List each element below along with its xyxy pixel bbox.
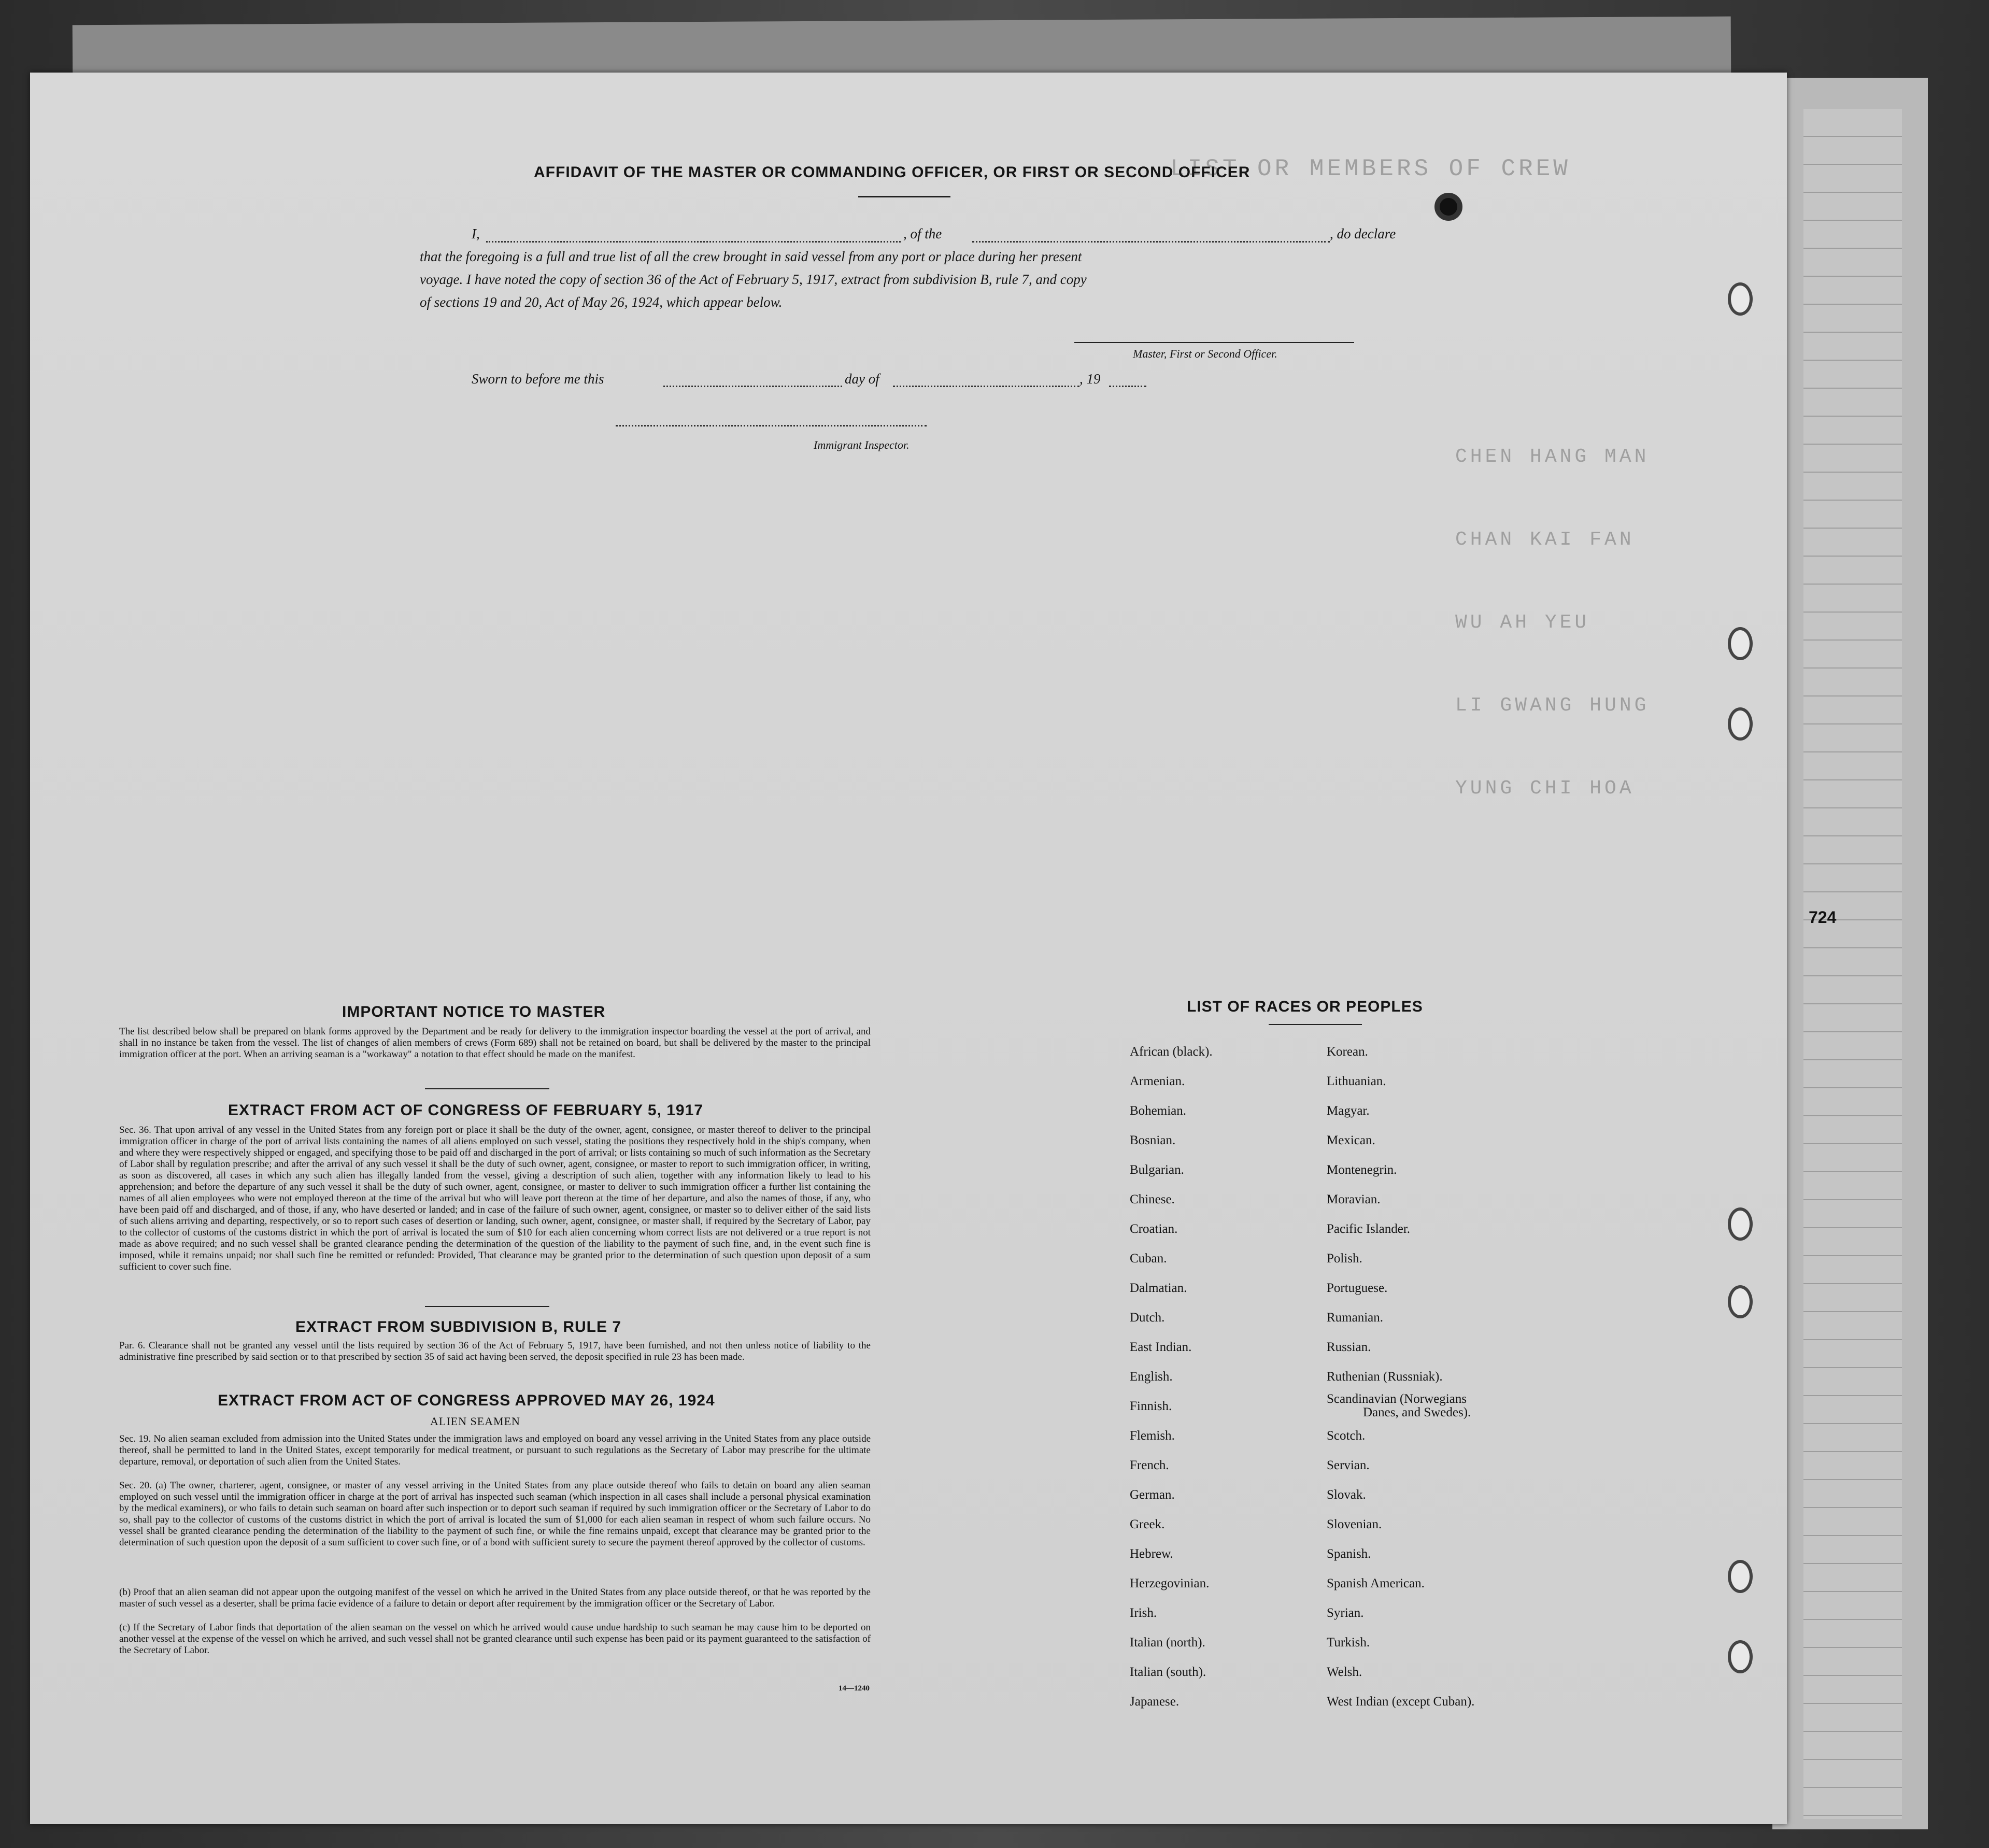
name-blank	[486, 241, 901, 243]
race-item: Scandinavian (Norwegians	[1327, 1392, 1467, 1406]
race-item: Syrian.	[1327, 1606, 1364, 1620]
inspector-signature-label: Immigrant Inspector.	[814, 438, 910, 451]
form-number: 14—1240	[839, 1684, 870, 1693]
binder-hole-icon	[1728, 1640, 1753, 1673]
rule7-body: Par. 6. Clearance shall not be granted any vessel until the lists required by section 36 of the Act of February 5, 1917, have been furnished, and not then unless notice of liability to the administrative fine prescribed by said section or to that prescribed by section 35 of said act having been served, the deposit specified in rule 23 has been made.	[119, 1340, 871, 1362]
sworn-label: Sworn to before me this	[472, 371, 604, 387]
binder-hole-icon	[1728, 282, 1753, 316]
sec20a-body: Sec. 20. (a) The owner, charterer, agent, consignee, or master of any vessel arriving in the United States from any place outside thereof who fails to detain on board any alien seaman employed on such vessel until the immigration officer in charge at the port of arrival has inspected such seaman (which inspection in all cases shall include a personal physical examination by the medical examiners), or who fails to detain such seaman on board after such inspection or to deport such seaman if required by such immigration officer or the Secretary of Labor to do so, shall pay to the collector of customs of the customs district in which the port of arrival is located the sum of $1,000 for each alien seaman in respect of whom such failure occurs. No vessel shall be granted clearance pending the determination of the liability to the payment of such fine, or while the fine remains unpaid, except that clearance may be granted prior to the determination of such question upon the deposit of a sum sufficient to cover such fine, or of a bond with sufficient surety to secure the payment thereof approved by the collector of customs.	[119, 1480, 871, 1548]
race-item: German.	[1130, 1488, 1175, 1502]
race-item: Polish.	[1327, 1252, 1362, 1266]
affidavit-do-declare: , do declare	[1330, 226, 1396, 241]
race-item: Croatian.	[1130, 1222, 1178, 1236]
divider	[858, 196, 950, 197]
binder-hole-icon	[1728, 1285, 1753, 1318]
rule7-title: EXTRACT FROM SUBDIVISION B, RULE 7	[295, 1318, 622, 1335]
manifest-back-page	[30, 73, 1787, 1824]
race-item: Servian.	[1327, 1458, 1370, 1472]
year-label: , 19	[1079, 371, 1101, 387]
race-item: Portuguese.	[1327, 1281, 1388, 1295]
bleed-through-text: WU AH YEU	[1455, 612, 1590, 634]
sworn-day-blank	[663, 386, 842, 387]
notice-body: The list described below shall be prepared on blank forms approved by the Department and be ready for delivery to the immigration inspector boarding the vessel at the port of arrival, and shall in no instance be taken from the vessel. The list of changes of alien members of crews (Form 689) shall not be retained on board, but shall be delivered by the master to the principal immigration officer at the port. When an arriving seaman is a "workaway" a notation to that effect should be made on the manifest.	[119, 1026, 871, 1060]
race-item: Mexican.	[1327, 1133, 1375, 1147]
sec20c-body: (c) If the Secretary of Labor finds that deportation of the alien seaman on the vessel on which he arrived would cause undue hardship to such seaman he may cause him to be deported on another vessel at the expense of the vessel on which he arrived, and such vessel shall not be granted clearance until such expense has been paid or its payment guaranteed to the satisfaction of the Secretary of Labor.	[119, 1622, 871, 1656]
race-item: Italian (south).	[1130, 1665, 1206, 1679]
affidavit-title: AFFIDAVIT OF THE MASTER OR COMMANDING OFFICER, OR FIRST OR SECOND OFFICER	[534, 164, 1251, 181]
race-item: Welsh.	[1327, 1665, 1362, 1679]
master-signature-label: Master, First or Second Officer.	[1133, 347, 1277, 360]
race-item: Russian.	[1327, 1340, 1371, 1354]
race-item: West Indian (except Cuban).	[1327, 1695, 1475, 1709]
race-item: Slovenian.	[1327, 1517, 1382, 1531]
race-item: Scotch.	[1327, 1429, 1366, 1443]
race-item: Cuban.	[1130, 1252, 1167, 1266]
race-item: Magyar.	[1327, 1104, 1370, 1118]
race-item: Spanish American.	[1327, 1576, 1425, 1590]
affidavit-line-2: that the foregoing is a full and true list of all the crew brought in said vessel from any port or place during her present	[420, 249, 1082, 264]
race-item: Slovak.	[1327, 1488, 1366, 1502]
bleed-through-text: CHEN HANG MAN	[1455, 446, 1650, 468]
sec20b-body: (b) Proof that an alien seaman did not appear upon the outgoing manifest of the vessel on which he arrived in the United States from any place outside thereof, or that he was reported by the master of such vessel as a deserter, shall be prima facie evidence of a failure to detain or deport after requirement by the immigration officer or the Secretary of Labor.	[119, 1587, 871, 1609]
divider	[425, 1088, 549, 1089]
affidavit-i-label: I,	[472, 226, 480, 241]
notice-title: IMPORTANT NOTICE TO MASTER	[342, 1003, 606, 1020]
bleed-through-text: LIST OR MEMBERS OF CREW	[1170, 155, 1571, 182]
extract-1917-title: EXTRACT FROM ACT OF CONGRESS OF FEBRUARY 5, 1917	[228, 1102, 703, 1119]
race-item: Bosnian.	[1130, 1133, 1176, 1147]
race-item: Herzegovinian.	[1130, 1576, 1210, 1590]
bleed-through-text: YUNG CHI HOA	[1455, 777, 1635, 800]
race-item: Finnish.	[1130, 1399, 1172, 1413]
affidavit-line-3: voyage. I have noted the copy of section 36 of the Act of February 5, 1917, extract from subdivision B, rule 7, and copy	[420, 272, 1087, 287]
race-item: Flemish.	[1130, 1429, 1175, 1443]
vessel-blank	[972, 241, 1330, 243]
bleed-through-text: LI GWANG HUNG	[1455, 694, 1650, 717]
divider	[1269, 1024, 1362, 1025]
race-item: Pacific Islander.	[1327, 1222, 1411, 1236]
sworn-month-blank	[893, 386, 1079, 387]
binder-hole-icon	[1728, 1560, 1753, 1593]
binder-hole-icon	[1728, 627, 1753, 660]
race-item: Moravian.	[1327, 1192, 1381, 1206]
day-of-label: day of	[845, 371, 879, 387]
alien-seamen-subtitle: ALIEN SEAMEN	[430, 1415, 520, 1428]
divider	[425, 1306, 549, 1307]
margin-note: 724	[1809, 908, 1837, 927]
binder-hole-icon	[1728, 707, 1753, 741]
inspector-signature-line	[616, 425, 927, 427]
race-item: African (black).	[1130, 1045, 1213, 1059]
race-item: Turkish.	[1327, 1636, 1370, 1650]
race-item: East Indian.	[1130, 1340, 1192, 1354]
race-item: Bulgarian.	[1130, 1163, 1184, 1177]
punch-hole-icon	[1434, 193, 1462, 221]
race-item: Italian (north).	[1130, 1636, 1205, 1650]
sec19-body: Sec. 19. No alien seaman excluded from admission into the United States under the immigration laws and employed on board any vessel arriving in the United States from any place outside thereof, shall be permitted to land in the United States, except temporarily for medical treatment, or pursuant to such regulations as the Secretary of Labor may prescribe for the ultimate departure, removal, or deportation of such alien from the United States.	[119, 1433, 871, 1467]
race-item: Lithuanian.	[1327, 1074, 1386, 1088]
affidavit-line-4: of sections 19 and 20, Act of May 26, 1924, which appear below.	[420, 294, 783, 310]
binder-hole-icon	[1728, 1207, 1753, 1241]
races-title: LIST OF RACES OR PEOPLES	[1187, 998, 1423, 1015]
race-item: Hebrew.	[1130, 1547, 1173, 1561]
race-item: Danes, and Swedes).	[1363, 1405, 1471, 1419]
race-item: Chinese.	[1130, 1192, 1175, 1206]
race-item: Dalmatian.	[1130, 1281, 1187, 1295]
extract-1924-title: EXTRACT FROM ACT OF CONGRESS APPROVED MAY 26, 1924	[218, 1392, 715, 1409]
bleed-through-text: CHAN KAI FAN	[1455, 529, 1635, 551]
race-item: Rumanian.	[1327, 1311, 1384, 1325]
race-item: French.	[1130, 1458, 1169, 1472]
race-item: Greek.	[1130, 1517, 1165, 1531]
sworn-year-blank	[1109, 386, 1146, 387]
race-item: Ruthenian (Russniak).	[1327, 1370, 1443, 1384]
race-item: Japanese.	[1130, 1695, 1180, 1709]
race-item: Armenian.	[1130, 1074, 1185, 1088]
race-item: Spanish.	[1327, 1547, 1371, 1561]
race-item: Irish.	[1130, 1606, 1157, 1620]
race-item: Korean.	[1327, 1045, 1368, 1059]
race-item: Dutch.	[1130, 1311, 1165, 1325]
race-item: Bohemian.	[1130, 1104, 1187, 1118]
race-item: Montenegrin.	[1327, 1163, 1397, 1177]
race-item: English.	[1130, 1370, 1173, 1384]
master-signature-line	[1074, 342, 1354, 343]
extract-1917-body: Sec. 36. That upon arrival of any vessel in the United States from any foreign port or place it shall be the duty of the owner, agent, consignee, or master thereof to deliver to the principal immigration officer in charge of the port of arrival lists containing the names of all aliens employed on such vessel, stating the positions they respectively hold in the ship's company, when and where they were respectively shipped or engaged, and specifying those to be paid off and discharged in the port of arrival; or lists containing so much of such information as the Secretary of Labor shall by regulation prescribe; and after the arrival of any such vessel it shall be the duty of such owner, agent, consignee, or master to report to such immigration officer, in writing, as soon as discovered, all cases in which any such alien has illegally landed from the vessel, giving a description of such alien, together with any information likely to lead to his apprehension; and before the departure of any such vessel it shall be the duty of such owner, agent, consignee, or master to deliver to such immigration officer a further list containing the names of all alien employees who were not employed thereon at the time of the arrival but who will leave port thereon at the time of her departure, and also the names of those, if any, who have been paid off and discharged, and of those, if any, who have deserted or landed; and in case of the failure of such owner, agent, consignee, or master so to deliver either of the said lists of such aliens arriving and departing, respectively, or so to report such cases of desertion or landing, such owner, agent, consignee, or master shall, if required by the Secretary of Labor, pay to the collector of customs of the customs district in which the port of arrival is located the sum of $10 for each alien concerning whom correct lists are not delivered or a true report is not made as above required; and no such vessel shall be granted clearance pending the determination of the question of the liability to the payment of such fine, and, in the event such fine is imposed, while it remains unpaid; nor shall such fine be remitted or refunded: Provided, That clearance may be granted prior to the determination of such question upon deposit of a sum sufficient to cover such fine.	[119, 1125, 871, 1272]
ledger-grid-edge	[1803, 109, 1902, 1819]
affidavit-of-the: , of the	[903, 226, 942, 241]
